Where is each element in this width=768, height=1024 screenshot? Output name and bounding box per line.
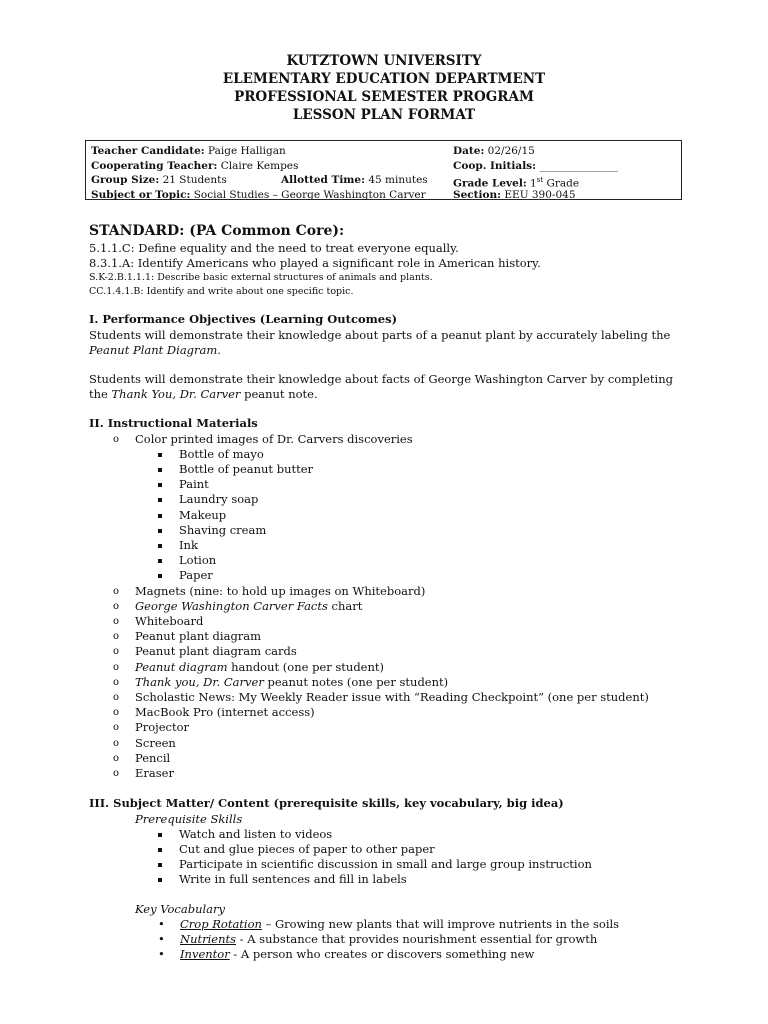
- materials-heading: II. Instructional Materials: [89, 416, 258, 431]
- vocab-definition: - A person who creates or discovers something new: [229, 947, 535, 962]
- list-item: o Peanut plant diagram cards: [89, 644, 689, 659]
- standard-title: STANDARD: (PA Common Core):: [89, 223, 345, 239]
- vocab-definition: – Growing new plants that will improve nutrients in the soils: [261, 916, 620, 931]
- list-item: o Whiteboard: [89, 614, 689, 629]
- list-item: o Peanut plant diagram: [89, 629, 689, 644]
- key-vocabulary-list: [89, 917, 689, 963]
- list-item: Ink: [89, 538, 689, 553]
- list-item: Makeup: [89, 508, 689, 523]
- subject-row: [91, 188, 451, 203]
- objective-2: [89, 372, 689, 402]
- list-item: [89, 947, 689, 962]
- list-item: [89, 917, 689, 932]
- list-item: Write in full sentences and fill in labels: [89, 872, 689, 887]
- group-size-label: Group Size:: [91, 174, 160, 186]
- materials-list-continued: [89, 584, 689, 782]
- vocab-term: Nutrients: [180, 931, 237, 946]
- program-name: PROFESSIONAL SEMESTER PROGRAM: [234, 89, 534, 105]
- vocab-definition: - A substance that provides nourishment essential for growth: [236, 931, 598, 946]
- list-item: o MacBook Pro (internet access): [89, 705, 689, 720]
- list-item: Paper: [89, 568, 689, 583]
- coop-initials-label: Coop. Initials:: [453, 159, 536, 172]
- list-item: o Eraser: [89, 766, 689, 781]
- list-item-text: Color printed images of Dr. Carvers discoveries: [135, 431, 413, 446]
- list-item: Bottle of peanut butter: [89, 462, 689, 477]
- date-value: 02/26/15: [487, 145, 535, 157]
- group-size-row: [91, 173, 451, 188]
- coop-teacher-value: Claire Kempes: [220, 159, 299, 172]
- info-right-column: [453, 144, 678, 202]
- objective-1-italic: Peanut Plant Diagram.: [89, 342, 221, 357]
- coop-initials-row: [453, 159, 678, 174]
- spacer: [89, 888, 689, 902]
- list-item: Shaving cream: [89, 523, 689, 538]
- standard-4: CC.1.4.1.B: Identify and write about one specific topic.: [89, 285, 354, 297]
- handout-italic: Peanut diagram: [135, 659, 228, 674]
- prerequisite-skills-list: [89, 827, 689, 888]
- objective-1: [89, 328, 689, 358]
- list-item: [89, 432, 689, 447]
- coop-teacher-row: [91, 159, 451, 174]
- list-item: Lotion: [89, 553, 689, 568]
- allotted-time-value: 45 minutes: [368, 174, 428, 186]
- teacher-label: Teacher Candidate:: [91, 145, 205, 157]
- objectives-heading: I. Performance Objectives (Learning Outcomes): [89, 312, 398, 327]
- section-label: Section:: [453, 188, 502, 201]
- grade-level-label: Grade Level:: [453, 177, 527, 190]
- standard-2: 8.3.1.A: Identify Americans who played a significant role in American history.: [89, 256, 541, 271]
- facts-italic: George Washington Carver Facts: [135, 598, 328, 613]
- list-item: Watch and listen to videos: [89, 827, 689, 842]
- handout-tail: handout (one per student): [227, 659, 385, 674]
- teacher-value: Paige Halligan: [208, 145, 286, 157]
- teacher-row: [91, 144, 451, 159]
- thanks-tail: peanut notes (one per student): [263, 674, 449, 689]
- objective-2-tail: peanut note.: [240, 387, 318, 402]
- list-item: [89, 660, 689, 675]
- grade-level-row: [453, 173, 678, 188]
- date-label: Date:: [453, 145, 485, 157]
- prerequisite-skills-label: Prerequisite Skills: [135, 811, 243, 826]
- list-item: o Scholastic News: My Weekly Reader issue with “Reading Checkpoint” (one per student): [89, 690, 689, 705]
- grade-level-suffix: st: [536, 176, 544, 184]
- subject-value: Social Studies – George Washington Carver: [193, 188, 426, 201]
- list-item: o Magnets (nine: to hold up images on Whiteboard): [89, 584, 689, 599]
- list-item: Laundry soap: [89, 492, 689, 507]
- group-size-value: 21 Students: [162, 174, 227, 186]
- objective-1-text: Students will demonstrate their knowledge about parts of a peanut plant by accurately labeling the: [89, 327, 671, 342]
- info-left-column: [91, 144, 451, 202]
- list-item: [89, 932, 689, 947]
- list-item: Paint: [89, 477, 689, 492]
- lesson-content: [89, 222, 689, 962]
- key-vocabulary-label: Key Vocabulary: [135, 901, 226, 916]
- department-name: ELEMENTARY EDUCATION DEPARTMENT: [222, 71, 546, 87]
- discoveries-list: [89, 447, 689, 584]
- subject-matter-heading: III. Subject Matter/ Content (prerequisite skills, key vocabulary, big idea): [89, 796, 564, 811]
- standard-3: S.K-2.B.1.1.1: Describe basic external structures of animals and plants.: [89, 272, 433, 284]
- materials-list: [89, 432, 689, 447]
- document-title: LESSON PLAN FORMAT: [292, 107, 476, 123]
- section-row: [453, 188, 678, 203]
- objective-2-text: Students will demonstrate their knowledge about facts of George Washington Carver by completing the: [89, 372, 673, 402]
- list-item: o Projector: [89, 720, 689, 735]
- list-item: Cut and glue pieces of paper to other paper: [89, 842, 689, 857]
- lesson-info-box: [85, 140, 682, 200]
- subject-label: Subject or Topic:: [91, 188, 191, 201]
- list-item: [89, 599, 689, 614]
- coop-initials-value: _______________: [539, 159, 619, 172]
- thanks-italic: Thank you, Dr. Carver: [135, 674, 264, 689]
- vocab-term: Inventor: [180, 947, 230, 962]
- date-row: [453, 144, 678, 159]
- grade-level-text: Grade: [543, 177, 580, 190]
- list-item: Bottle of mayo: [89, 447, 689, 462]
- list-item: [89, 675, 689, 690]
- allotted-time: [281, 173, 428, 188]
- grade-level-number: 1: [530, 177, 537, 190]
- coop-teacher-label: Cooperating Teacher:: [91, 159, 218, 172]
- university-name: KUTZTOWN UNIVERSITY: [286, 53, 482, 69]
- list-item: o Pencil: [89, 751, 689, 766]
- spacer: [89, 358, 689, 372]
- allotted-time-label: Allotted Time:: [281, 174, 365, 186]
- standard-1: 5.1.1.C: Define equality and the need to treat everyone equally.: [89, 241, 459, 255]
- vocab-term: Crop Rotation: [180, 916, 262, 931]
- objective-2-italic: Thank You, Dr. Carver: [111, 387, 241, 402]
- list-item: Participate in scientific discussion in small and large group instruction: [89, 857, 689, 872]
- facts-tail: chart: [327, 598, 363, 613]
- document-header: [0, 52, 768, 124]
- list-item: o Screen: [89, 736, 689, 751]
- section-value: EEU 390-045: [504, 188, 576, 201]
